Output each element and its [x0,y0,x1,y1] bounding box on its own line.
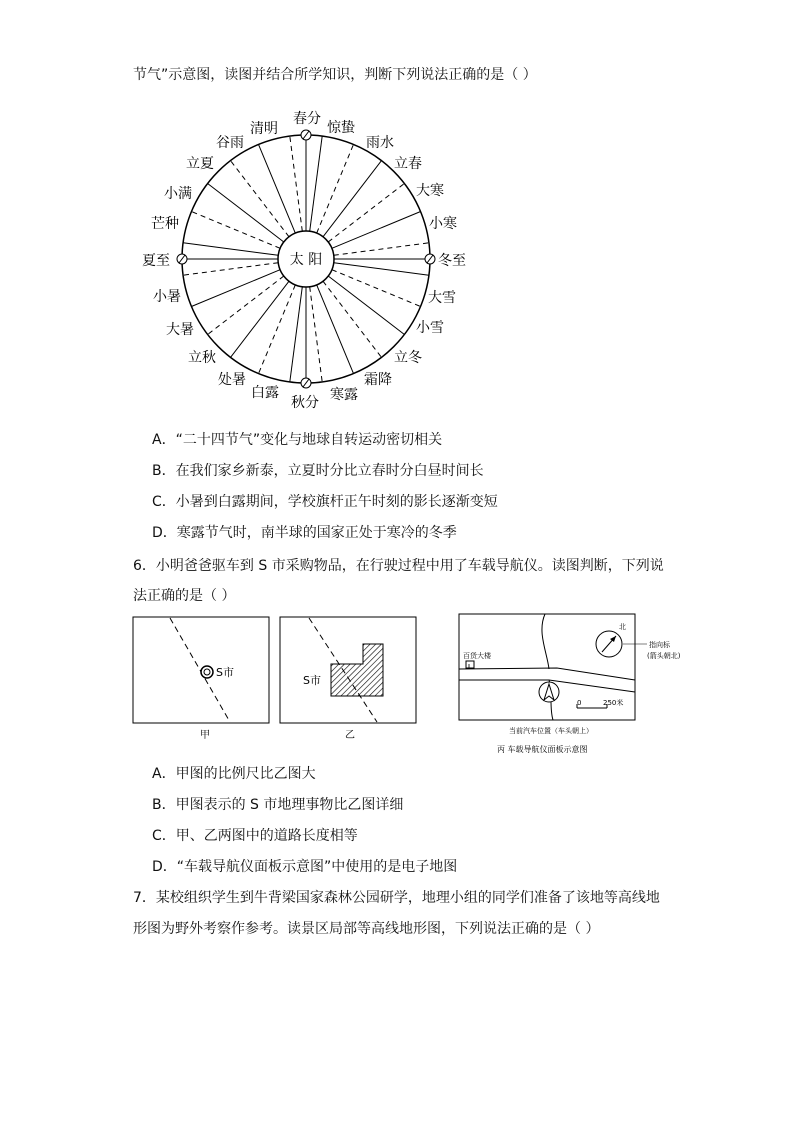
radial-line [191,212,280,249]
q5-option-b: B．在我们家乡新泰，立夏时分比立春时分白昼时间长 [152,463,484,479]
term-dongzhi: 冬至 [438,253,466,269]
q5-option-d: D．寒露节气时，南半球的国家正处于寒冷的冬季 [152,525,457,541]
map-yi [279,616,424,746]
radial-line [323,281,382,357]
term-qiufen: 秋分 [291,395,319,411]
radial-line [317,144,354,233]
term-xiaoshu: 小暑 [153,289,181,305]
q6-option-a: A．甲图的比例尺比乙图大 [152,766,316,782]
term-qingming: 清明 [250,121,278,137]
radial-line [183,263,278,276]
radial-line [259,285,296,374]
q5-option-a: A．“二十四节气”变化与地球自转运动密切相关 [152,432,443,448]
q6-option-c: C．甲、乙两图中的道路长度相等 [152,828,358,844]
term-shuangjiang: 霜降 [364,372,392,388]
map-yi-city-label: S市 [303,674,321,687]
map-bing-scale-zero: 0 [577,699,582,707]
radial-line [231,161,290,237]
term-chunfen: 春分 [293,111,321,127]
map-jia-caption: 甲 [200,730,210,741]
radial-line [332,212,421,249]
term-xiaoxue: 小雪 [416,320,444,336]
radial-line [208,276,284,335]
map-yi-caption: 乙 [345,730,355,741]
term-xiaohan: 小寒 [429,216,457,232]
q6-stem-line2: 法正确的是（ ） [133,588,236,604]
q6-stem-line1: 6．小明爸爸驱车到 S 市采购物品，在行驶过程中用了车载导航仪。读图判断，下列说 [133,558,664,574]
map-bing [457,612,707,757]
radial-line [290,136,303,231]
sun-label: 太 阳 [289,252,323,268]
q7-stem-line1: 7．某校组织学生到牛背梁国家森林公园研学，地理小组的同学们准备了该地等高线地 [133,890,660,906]
map-bing-building-label: 百货大楼 [463,652,491,660]
term-yushui: 雨水 [366,135,394,151]
q6-option-b: B．甲图表示的 S 市地理事物比乙图详细 [152,797,404,813]
term-lidong: 立冬 [394,350,422,366]
radial-line [310,136,323,231]
q6-option-d: D．“车载导航仪面板示意图”中使用的是电子地图 [152,859,458,875]
radial-line [328,184,404,243]
marker-xiazhi [177,254,187,264]
term-bailu: 白露 [251,385,279,401]
term-xiaoman: 小满 [164,186,192,202]
term-chushu: 处暑 [218,372,246,388]
radial-line [334,263,429,276]
map-jia [132,616,272,746]
term-xiazhi: 夏至 [142,253,170,269]
radial-line [310,287,323,382]
term-daxue: 大雪 [428,290,456,306]
solar-terms-diagram [136,105,476,415]
map-jia-city-label: S市 [216,666,234,679]
radial-line [317,285,354,374]
term-hanlu: 寒露 [330,387,358,403]
term-mangzhong: 芒种 [151,216,179,232]
radial-line [334,243,429,256]
map-bing-car-label: 当前汽车位置（车头朝上） [509,727,593,735]
map-bing-pointer-label: 指向标 [649,641,670,649]
q5-option-c: C．小暑到白露期间，学校旗杆正午时刻的影长逐渐变短 [152,494,498,510]
marker-qiufen [301,378,311,388]
radial-line [191,270,280,307]
radial-line [328,276,404,335]
radial-line [323,161,382,237]
term-guyu: 谷雨 [216,135,244,151]
radial-line [290,287,303,382]
map-bing-north-label: 北 [619,623,626,631]
map-bing-scale-value: 250米 [603,699,624,707]
term-liqiu: 立秋 [188,350,216,366]
marker-chunfen [301,130,311,140]
radial-line [231,281,290,357]
term-lixia: 立夏 [186,156,214,172]
radial-line [259,144,296,233]
radial-line [208,184,284,243]
question-5-stem-tail: 节气”示意图，读图并结合所学知识，判断下列说法正确的是（ ） [133,67,537,83]
term-dahan: 大寒 [416,183,444,199]
marker-dongzhi [425,254,435,264]
q7-stem-line2: 形图为野外考察作参考。读景区局部等高线地形图，下列说法正确的是（ ） [133,921,600,937]
term-dashu: 大暑 [166,322,194,338]
radial-line [332,270,421,307]
term-lichun: 立春 [394,156,422,172]
term-jingzhe: 惊蛰 [327,120,355,136]
radial-line [183,243,278,256]
map-bing-caption: 丙 车载导航仪面板示意图 [497,745,588,754]
map-bing-pointer-note: (箭头朝北) [647,652,681,660]
